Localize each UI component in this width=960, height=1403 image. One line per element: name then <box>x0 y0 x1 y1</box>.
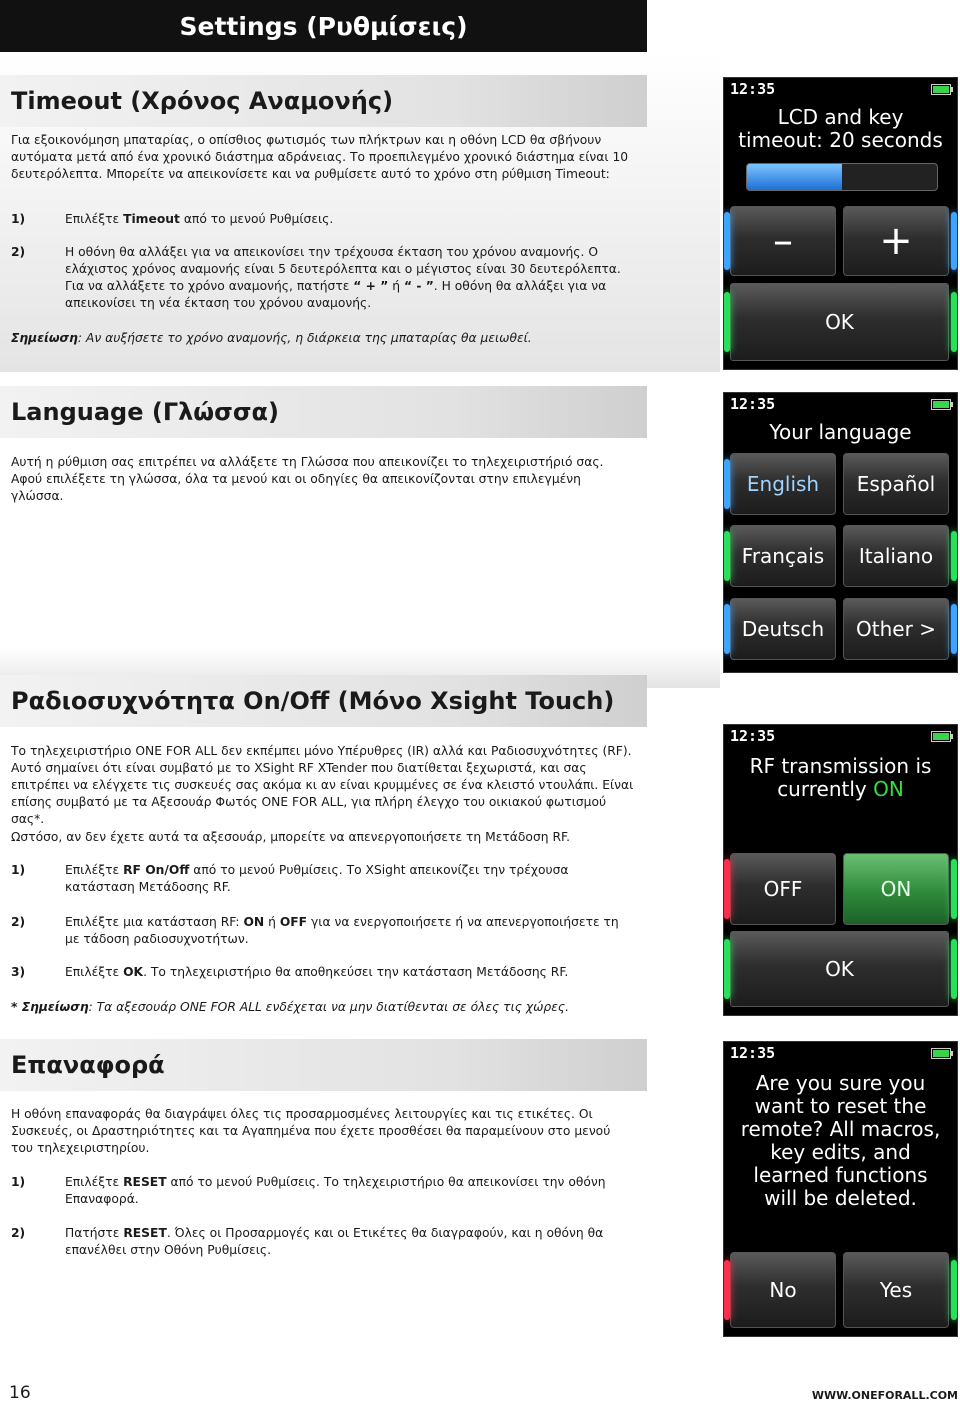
step-number: 1) <box>11 212 26 226</box>
step-number: 1) <box>11 1175 26 1189</box>
rf-heading <box>0 675 647 727</box>
reset-screen <box>723 1041 958 1337</box>
rf-screen-title: RF transmission is currently ON <box>749 754 932 801</box>
battery-icon <box>931 84 951 95</box>
timeout-slider-fill <box>747 164 842 190</box>
timeout-heading <box>0 75 647 127</box>
timeout-slider[interactable] <box>746 163 938 191</box>
timeout-screen <box>723 77 958 370</box>
on-button[interactable]: ON <box>843 853 949 925</box>
rf-step-3 <box>11 964 636 981</box>
step-number: 2) <box>11 915 26 929</box>
timeout-intro: Για εξοικονόμηση μπαταρίας, ο οπίσθιος φωτισμός των πλήκτρων και η οθόνη LCD θα σβήνουν αυτόματα μετά από ένα χρονικό διάστημα αδράνειας. Το προεπιλεγμένο χρονικό διάστημα είναι 10 δευτερόλεπτα. Μπορείτε να απεικονίσετε και να ρυθμίσετε αυτό το χρόνο στη ρύθμιση Timeout: <box>11 133 629 181</box>
glow-left-ok <box>724 292 730 352</box>
page-title: Settings (Ρυθμίσεις) <box>179 11 468 41</box>
glow-left <box>724 212 730 270</box>
reset-heading-text: Επαναφορά <box>11 1051 165 1079</box>
step-text: Επιλέξτε RESET από το μενού Ρυθμίσεις. Το τηλεχειριστήριο θα απεικονίσει την οθόνη Επαναφορά. <box>65 1175 606 1206</box>
timeout-screen-title: LCD and key timeout: 20 seconds <box>738 105 943 152</box>
rf-heading-text: Ραδιοσυχνότητα On/Off (Μόνο Xsight Touch) <box>11 687 615 715</box>
glow-right-ok <box>951 292 957 352</box>
language-screen-title: Your language <box>769 420 912 444</box>
step-text: Επιλέξτε Timeout από το μενού Ρυθμίσεις. <box>65 212 334 226</box>
glow-right <box>951 531 957 581</box>
glow-right-ok <box>951 939 957 999</box>
step-number: 3) <box>11 965 26 979</box>
rf-screen <box>723 724 958 1016</box>
clock: 12:35 <box>730 727 776 745</box>
glow-right <box>951 859 957 919</box>
website-url[interactable]: WWW.ONEFORALL.COM <box>811 1389 958 1402</box>
step-text: Επιλέξτε OK. Το τηλεχειριστήριο θα αποθηκεύσει την κατάσταση Μετάδοσης RF. <box>65 965 569 979</box>
italiano-button[interactable]: Italiano <box>843 525 949 587</box>
reset-screen-message: Are you sure you want to reset the remote? All macros, key edits, and learned functions will be deleted. <box>740 1071 941 1210</box>
glow-right <box>951 1260 957 1320</box>
rf-step-2 <box>11 914 636 948</box>
reset-paragraph: Η οθόνη επαναφοράς θα διαγράψει όλες τις προσαρμοσμένες λειτουργίες και τις ετικέτες. Οι Συσκευές, οι Δραστηριότητες και τα Αγαπημένα που έχετε προσθέσει θα παραμείνουν στο μενού του τηλεχειριστηρίου. <box>11 1107 611 1155</box>
battery-icon <box>931 1048 951 1059</box>
status-bar <box>724 393 957 415</box>
rf-paragraph-2: Ωστόσο, αν δεν έχετε αυτά τα αξεσουάρ, μπορείτε να απενεργοποιήσετε τη Μετάδοση RF. <box>11 830 570 844</box>
francais-button[interactable]: Français <box>730 525 836 587</box>
step-text: Πατήστε RESET. Όλες οι Προσαρμογές και οι Ετικέτες θα διαγραφούν, και η οθόνη θα επανέλθει στην Οθόνη Ρυθμίσεις. <box>65 1226 604 1257</box>
language-heading <box>0 386 647 438</box>
timeout-note: Σημείωση: Αν αυξήσετε το χρόνο αναμονής, η διάρκεια της μπαταρίας θα μειωθεί. <box>11 331 532 345</box>
glow-left <box>724 1260 730 1320</box>
timeout-heading-text: Timeout (Χρόνος Αναμονής) <box>11 87 394 115</box>
step-number: 1) <box>11 863 26 877</box>
language-screen <box>723 392 958 673</box>
glow-right <box>951 212 957 270</box>
timeout-step-1 <box>11 211 636 228</box>
glow-left <box>724 859 730 919</box>
step-number: 2) <box>11 245 26 259</box>
english-button[interactable]: English <box>730 453 836 515</box>
reset-heading <box>0 1039 647 1091</box>
glow-left-ok <box>724 939 730 999</box>
language-text: Αυτή η ρύθμιση σας επιτρέπει να αλλάξετε τη Γλώσσα που απεικονίζει το τηλεχειριστήριό σας. Αφού επιλέξετε τη γλώσσα, όλα τα μενού και οι οδηγίες θα απεικονίζονται στην επιλεγμένη γλώσσα. <box>11 455 604 503</box>
other-button[interactable]: Other > <box>843 598 949 660</box>
glow-left <box>724 531 730 581</box>
yes-button[interactable]: Yes <box>843 1252 949 1328</box>
ok-button[interactable]: OK <box>730 283 949 361</box>
battery-icon <box>931 731 951 742</box>
reset-step-1 <box>11 1174 636 1208</box>
page-number: 16 <box>9 1383 31 1403</box>
glow-right <box>951 604 957 654</box>
step-text: Επιλέξτε μια κατάσταση RF: ON ή OFF για να ενεργοποιήσετε ή να απενεργοποιήσετε τη με τάδοση ραδιοσυχνοτήτων. <box>65 915 619 946</box>
language-heading-text: Language (Γλώσσα) <box>11 398 279 426</box>
plus-button[interactable]: + <box>843 206 949 276</box>
clock: 12:35 <box>730 395 776 413</box>
clock: 12:35 <box>730 1044 776 1062</box>
step-number: 2) <box>11 1226 26 1240</box>
battery-icon <box>931 399 951 410</box>
glow-left <box>724 459 730 509</box>
off-button[interactable]: OFF <box>730 853 836 925</box>
status-bar <box>724 1042 957 1064</box>
rf-note: * Σημείωση: Τα αξεσουάρ ONE FOR ALL ενδέχεται να μην διατίθενται σε όλες τις χώρες. <box>11 1000 570 1014</box>
glow-left <box>724 604 730 654</box>
rf-step-1 <box>11 862 636 896</box>
step-text: Επιλέξτε RF On/Off από το μενού Ρυθμίσεις. Το XSight απεικονίζει την τρέχουσα κατάσταση Μετάδοσης RF. <box>65 863 569 894</box>
timeout-step-2 <box>11 244 636 312</box>
status-bar <box>724 725 957 747</box>
deutsch-button[interactable]: Deutsch <box>730 598 836 660</box>
clock: 12:35 <box>730 80 776 98</box>
rf-paragraph-1: Το τηλεχειριστήριο ONE FOR ALL δεν εκπέμπει μόνο Υπέρυθρες (IR) αλλά και Ραδιοσυχνότητες (RF). Αυτό σημαίνει ότι είναι συμβατό με το XSight RF XTender που διατίθεται ξεχωριστά, και σας επιτρέπει να ελέγχετε τις συσκευές σας ακόμα κι αν είναι κρυμμένες σε ένα κλειστό ντουλάπι. Είναι επίσης συμβατό με τα Αξεσουάρ Φωτός ONE FOR ALL, για πλήρη έλεγχο του οικιακού φωτισμού σας*. <box>11 744 634 826</box>
reset-step-2 <box>11 1225 636 1259</box>
step-text: Η οθόνη θα αλλάξει για να απεικονίσει την τρέχουσα έκταση του χρόνου αναμονής. Ο ελάχιστος χρόνος αναμονής είναι 5 δευτερόλεπτα και ο μέγιστος είναι 30 δευτερόλεπτα. Για να αλλάξετε το χρόνο αναμονής, πατήστε “ + ” ή “ - ”. Η οθόνη θα αλλάξει για να απεικονίσει τη νέα έκταση του χρόνου αναμονής. <box>65 245 621 310</box>
ok-button[interactable]: OK <box>730 931 949 1007</box>
status-bar <box>724 78 957 100</box>
espanol-button[interactable]: Español <box>843 453 949 515</box>
minus-button[interactable]: – <box>730 206 836 276</box>
no-button[interactable]: No <box>730 1252 836 1328</box>
page-header <box>0 0 647 52</box>
